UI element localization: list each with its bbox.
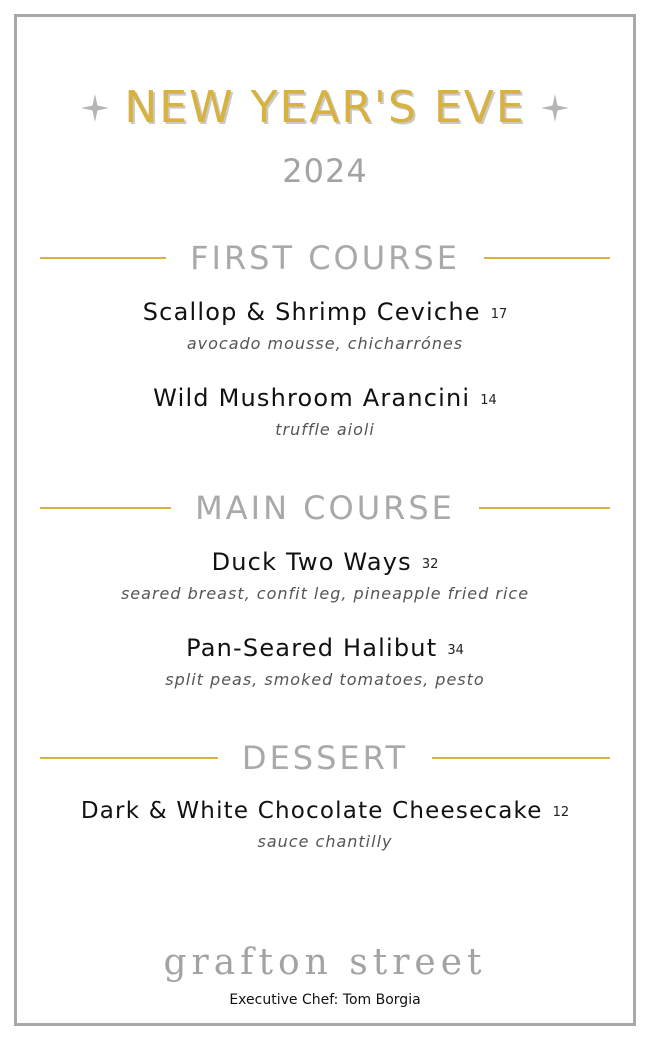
item-name: Dark & White Chocolate Cheesecake: [80, 798, 543, 824]
item-name: Scallop & Shrimp Ceviche: [142, 298, 481, 326]
divider-line: [479, 507, 610, 509]
menu-item: [0, 798, 650, 851]
item-description: truffle aioli: [275, 420, 375, 439]
item-price: 34: [447, 643, 464, 658]
divider-line: [40, 507, 171, 509]
item-description: seared breast, confit leg, pineapple fried rice: [120, 584, 530, 603]
restaurant-logo: grafton street: [163, 942, 487, 983]
section-heading-dessert: [40, 738, 610, 778]
section-title: MAIN COURSE: [195, 489, 455, 527]
item-description: sauce chantilly: [257, 832, 393, 851]
section-title: FIRST COURSE: [190, 239, 460, 277]
chef-credit: Executive Chef: Tom Borgia: [229, 992, 421, 1008]
section-heading-main-course: [40, 488, 610, 528]
sparkle-icon: [539, 92, 571, 124]
item-name: Wild Mushroom Arancini: [153, 384, 471, 412]
divider-line: [432, 757, 610, 759]
item-price: 14: [480, 393, 497, 408]
event-year: 2024: [282, 152, 368, 190]
item-name: Duck Two Ways: [211, 548, 412, 576]
section-heading-first-course: [40, 238, 610, 278]
item-description: split peas, smoked tomatoes, pesto: [165, 670, 485, 689]
item-description: avocado mousse, chicharrónes: [186, 334, 464, 353]
menu-item: [0, 298, 650, 353]
section-title: DESSERT: [241, 739, 409, 777]
menu-header: [0, 82, 650, 133]
menu-item: [0, 384, 650, 439]
item-price: 32: [421, 557, 439, 572]
sparkle-icon: [79, 92, 111, 124]
item-name: Pan-Seared Halibut: [186, 634, 438, 662]
event-title: NEW YEAR'S EVE: [124, 82, 526, 133]
menu-item: [0, 548, 650, 603]
divider-line: [484, 257, 610, 259]
item-price: 17: [490, 307, 508, 322]
menu-item: [0, 634, 650, 689]
divider-line: [40, 257, 166, 259]
item-price: 12: [552, 805, 570, 820]
divider-line: [40, 757, 218, 759]
